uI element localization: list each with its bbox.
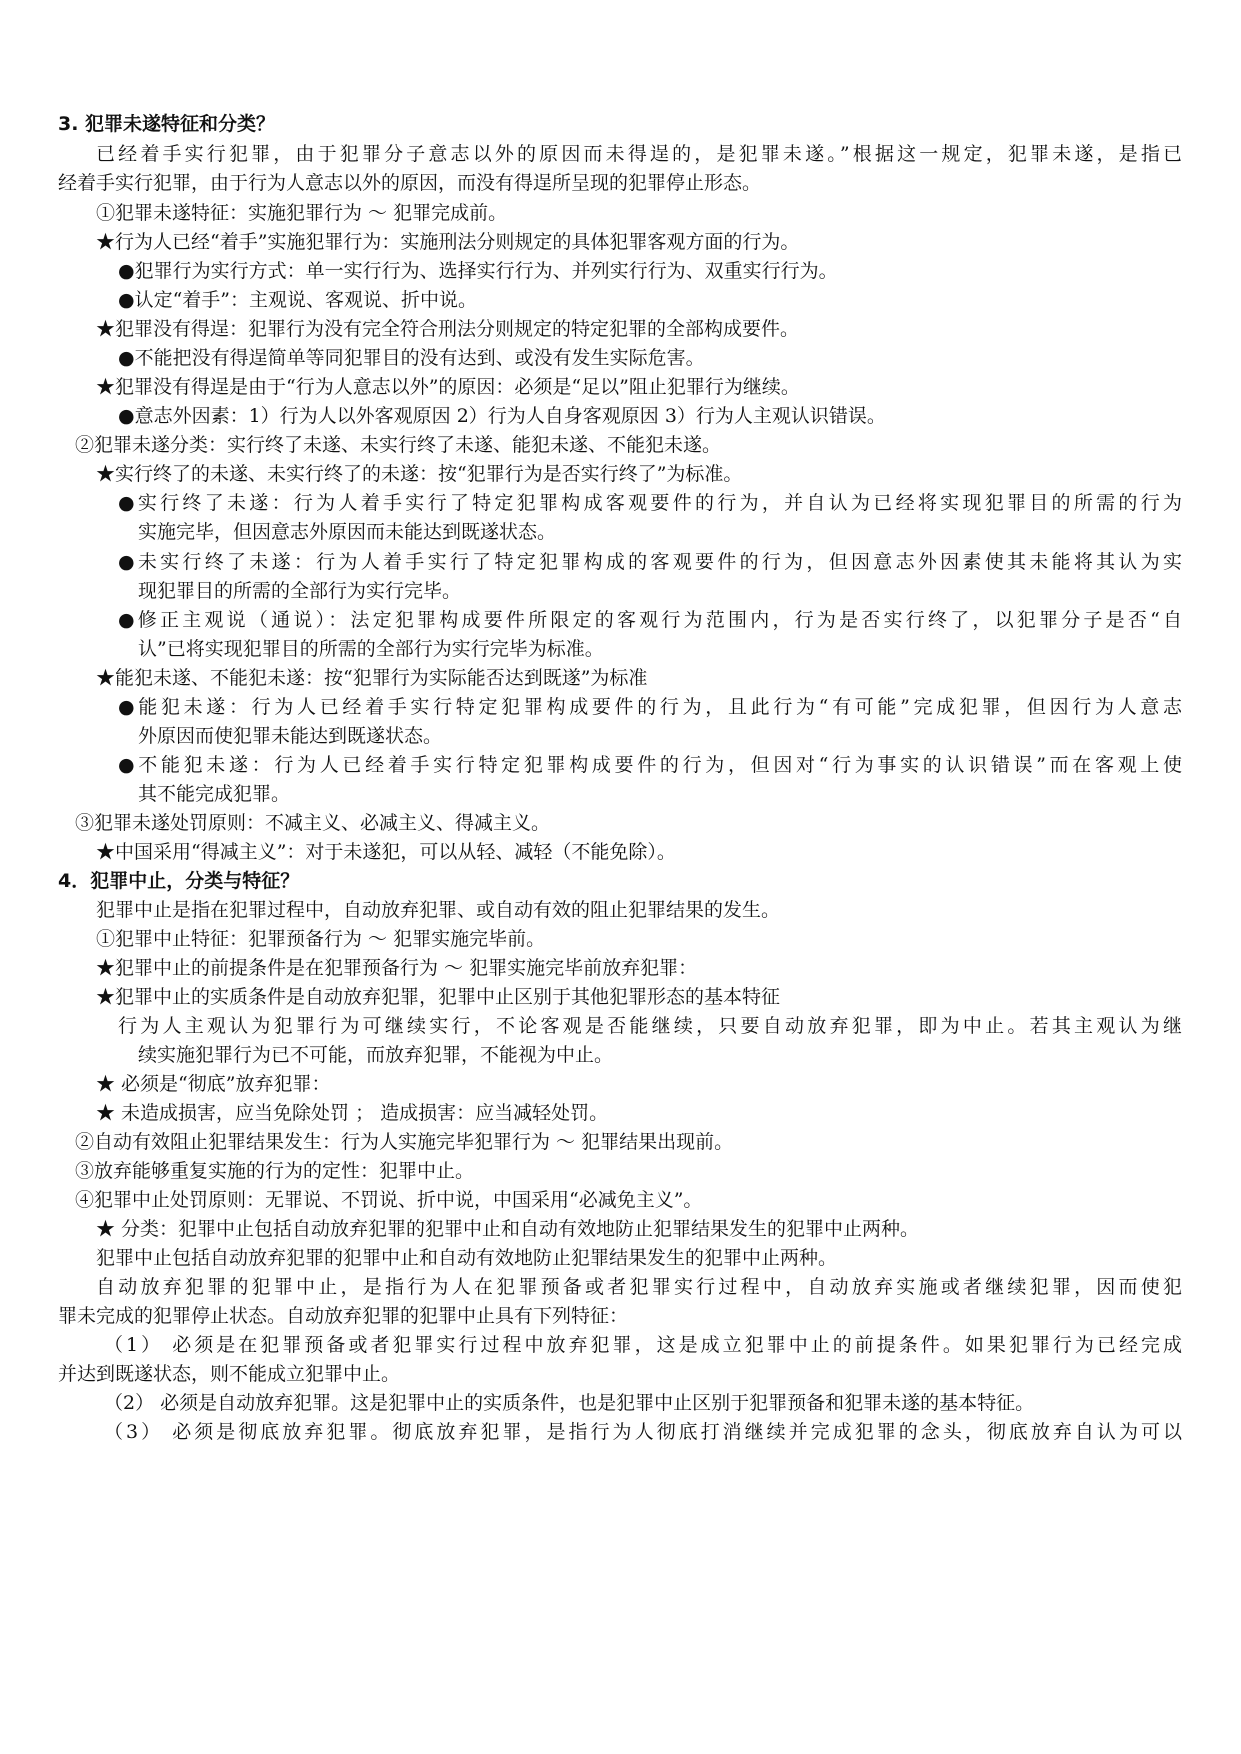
paragraph-line: 犯罪中止包括自动放弃犯罪的犯罪中止和自动有效地防止犯罪结果发生的犯罪中止两种。 xyxy=(96,1247,838,1269)
list-item: ★ 必须是“彻底”放弃犯罪： xyxy=(96,1073,331,1095)
list-item: ●未实行终了未遂：行为人着手实行了特定犯罪构成的客观要件的行为，但因意志外因素使其未能将其认为实 xyxy=(118,551,1182,573)
list-item: ★犯罪中止的实质条件是自动放弃犯罪，犯罪中止区别于其他犯罪形态的基本特征 xyxy=(96,986,781,1008)
list-item: ●实行终了未遂：行为人着手实行了特定犯罪构成客观要件的行为，并自认为已经将实现犯罪目的所需的行为 xyxy=(118,492,1182,514)
list-item: ●不能把没有得逞简单等同犯罪目的没有达到、或没有发生实际危害。 xyxy=(118,347,705,369)
numbered-item: （1） 必须是在犯罪预备或者犯罪实行过程中放弃犯罪，这是成立犯罪中止的前提条件。如果犯罪行为已经完成 xyxy=(104,1334,1182,1356)
list-item: ③犯罪未遂处罚原则：不减主义、必减主义、得减主义。 xyxy=(75,812,551,834)
paragraph-line: 犯罪中止是指在犯罪过程中，自动放弃犯罪、或自动有效的阻止犯罪结果的发生。 xyxy=(96,899,781,921)
list-item: ●修正主观说（通说）：法定犯罪构成要件所限定的客观行为范围内，行为是否实行终了，以犯罪分子是否“自 xyxy=(118,609,1182,631)
paragraph-continuation: 续实施犯罪行为已不可能，而放弃犯罪，不能视为中止。 xyxy=(138,1044,614,1066)
list-item-continuation: 实施完毕，但因意志外原因而未能达到既遂状态。 xyxy=(138,521,557,543)
list-item: ★犯罪中止的前提条件是在犯罪预备行为 ～ 犯罪实施完毕前放弃犯罪： xyxy=(96,957,698,979)
list-item: ★实行终了的未遂、未实行终了的未遂：按“犯罪行为是否实行终了”为标准。 xyxy=(96,463,743,485)
section-4-title: 4．犯罪中止，分类与特征？ xyxy=(58,870,300,892)
list-item: ★ 分类：犯罪中止包括自动放弃犯罪的犯罪中止和自动有效地防止犯罪结果发生的犯罪中止两种。 xyxy=(96,1218,920,1240)
list-item: ●不能犯未遂：行为人已经着手实行特定犯罪构成要件的行为，但因对“行为事实的认识错误”而在客观上使 xyxy=(118,754,1182,776)
list-item: ●认定“着手”：主观说、客观说、折中说。 xyxy=(118,289,478,311)
list-item: ★犯罪没有得逞：犯罪行为没有完全符合刑法分则规定的特定犯罪的全部构成要件。 xyxy=(96,318,800,340)
list-item: ★ 未造成损害，应当免除处罚 ； 造成损害：应当减轻处罚。 xyxy=(96,1102,609,1124)
list-item-continuation: 外原因而使犯罪未能达到既遂状态。 xyxy=(138,725,443,747)
list-item: ★中国采用“得减主义”：对于未遂犯，可以从轻、减轻（不能免除）。 xyxy=(96,841,676,863)
list-item: ★犯罪没有得逞是由于“行为人意志以外”的原因：必须是“足以”阻止犯罪行为继续。 xyxy=(96,376,800,398)
paragraph-continuation: 罪未完成的犯罪停止状态。自动放弃犯罪的犯罪中止具有下列特征： xyxy=(58,1305,629,1327)
paragraph-line: 已经着手实行犯罪，由于犯罪分子意志以外的原因而未得逞的，是犯罪未遂。”根据这一规定，犯罪未遂，是指已 xyxy=(96,143,1182,165)
list-item: ①犯罪中止特征：犯罪预备行为 ～ 犯罪实施完毕前。 xyxy=(96,928,546,950)
list-item: ★行为人已经“着手”实施犯罪行为：实施刑法分则规定的具体犯罪客观方面的行为。 xyxy=(96,231,800,253)
list-item: ★能犯未遂、不能犯未遂：按“犯罪行为实际能否达到既遂”为标准 xyxy=(96,667,648,689)
list-item: ②自动有效阻止犯罪结果发生：行为人实施完毕犯罪行为 ～ 犯罪结果出现前。 xyxy=(75,1131,734,1153)
numbered-item: （3） 必须是彻底放弃犯罪。彻底放弃犯罪，是指行为人彻底打消继续并完成犯罪的念头，彻底放弃自认为可以 xyxy=(104,1421,1182,1443)
list-item: ①犯罪未遂特征：实施犯罪行为 ～ 犯罪完成前。 xyxy=(96,202,508,224)
paragraph-line: 自动放弃犯罪的犯罪中止，是指行为人在犯罪预备或者犯罪实行过程中，自动放弃实施或者继续犯罪，因而使犯 xyxy=(96,1276,1182,1298)
list-item: ●犯罪行为实行方式：单一实行行为、选择实行行为、并列实行行为、双重实行行为。 xyxy=(118,260,838,282)
numbered-item: （2） 必须是自动放弃犯罪。这是犯罪中止的实质条件，也是犯罪中止区别于犯罪预备和犯罪未遂的基本特征。 xyxy=(104,1392,1035,1414)
list-item-continuation: 其不能完成犯罪。 xyxy=(138,783,291,805)
list-item-continuation: 现犯罪目的所需的全部行为实行完毕。 xyxy=(138,580,462,602)
paragraph-line: 行为人主观认为犯罪行为可继续实行，不论客观是否能继续，只要自动放弃犯罪，即为中止。若其主观认为继 xyxy=(118,1015,1182,1037)
list-item: ●能犯未遂：行为人已经着手实行特定犯罪构成要件的行为，且此行为“有可能”完成犯罪，但因行为人意志 xyxy=(118,696,1182,718)
list-item: ●意志外因素：1）行为人以外客观原因 2）行为人自身客观原因 3）行为人主观认识错误。 xyxy=(118,405,886,427)
paragraph-line: 经着手实行犯罪，由于行为人意志以外的原因，而没有得逞所呈现的犯罪停止形态。 xyxy=(58,172,762,194)
list-item: ④犯罪中止处罚原则：无罪说、不罚说、折中说，中国采用“必减免主义”。 xyxy=(75,1189,703,1211)
list-item: ②犯罪未遂分类：实行终了未遂、未实行终了未遂、能犯未遂、不能犯未遂。 xyxy=(75,434,722,456)
numbered-item-continuation: 并达到既遂状态，则不能成立犯罪中止。 xyxy=(58,1363,401,1385)
list-item: ③放弃能够重复实施的行为的定性：犯罪中止。 xyxy=(75,1160,475,1182)
section-3-title: 3. 犯罪未遂特征和分类？ xyxy=(58,113,276,135)
list-item-continuation: 认”已将实现犯罪目的所需的全部行为实行完毕为标准。 xyxy=(138,638,604,660)
